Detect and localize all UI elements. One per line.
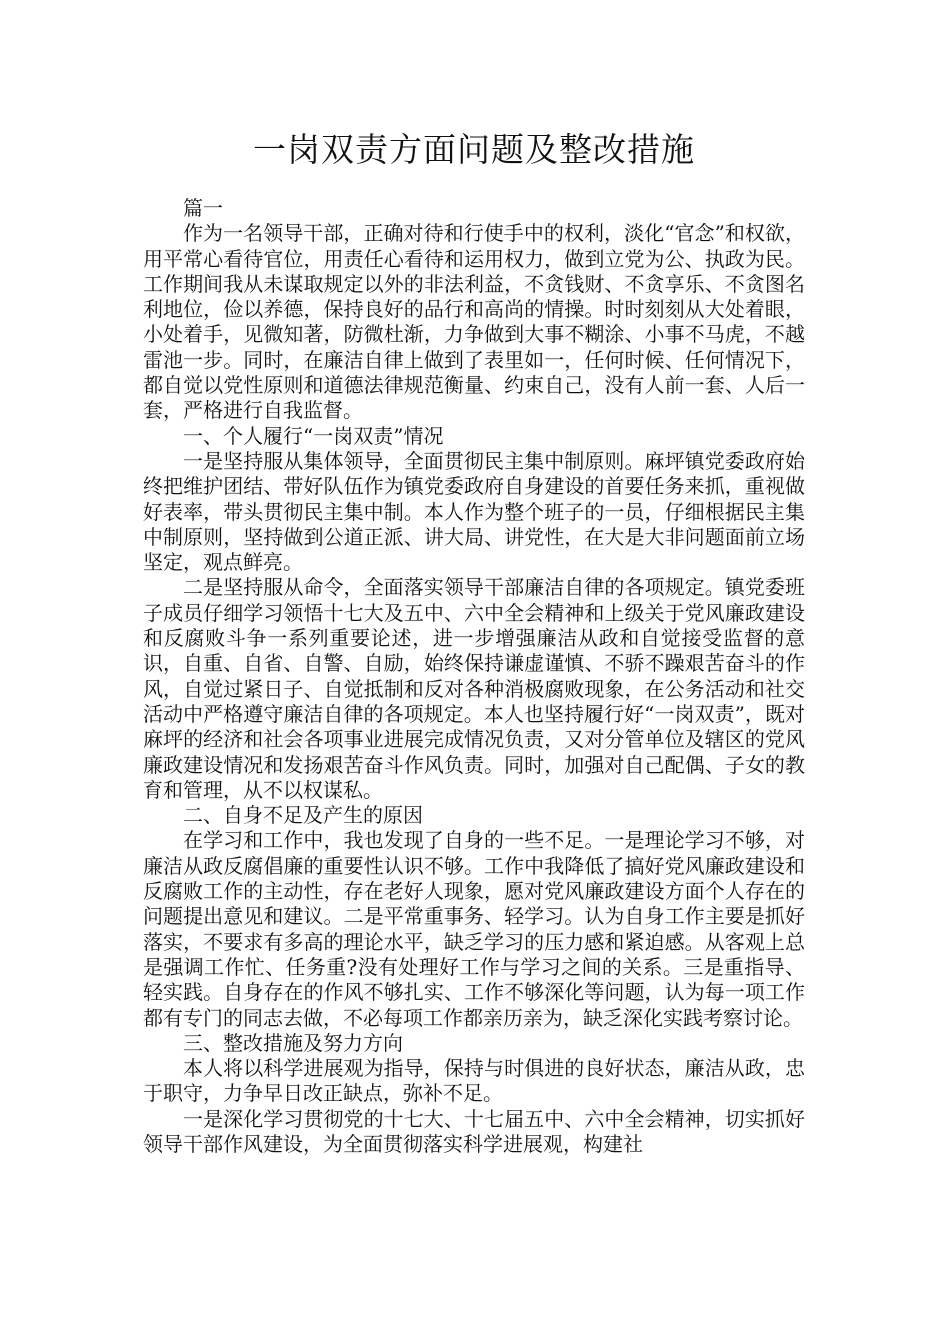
document-body <box>143 196 805 1157</box>
paragraph: 一是坚持服从集体领导，全面贯彻民主集中制原则。麻坪镇党委政府始终把维护团结、带好队伍作为镇党委政府自身建设的首要任务来抓，重视做好表率，带头贯彻民主集中制。本人作为整个班子的一员，仔细根据民主集中制原则，坚持做到公道正派、讲大局、讲党性，在大是大非问题面前立场坚定，观点鲜亮。 <box>143 448 805 575</box>
section-heading: 三、整改措施及努力方向 <box>183 1030 403 1055</box>
document-page <box>143 120 805 1157</box>
section-heading: 一、个人履行“一岗双责”情况 <box>183 423 444 448</box>
section-heading: 二、自身不足及产生的原因 <box>183 803 423 828</box>
document-title: 一岗双责方面问题及整改措施 <box>253 130 695 169</box>
paragraph: 二是坚持服从命令，全面落实领导干部廉洁自律的各项规定。镇党委班子成员仔细学习领悟十七大及五中、六中全会精神和上级关于党风廉政建设和反腐败斗争一系列重要论述，进一步增强廉洁从政和自觉接受监督的意识，自重、自省、自警、自励，始终保持谦虚谨慎、不骄不躁艰苦奋斗的作风，自觉过紧日子、自觉抵制和反对各种消极腐败现象，在公务活动和社交活动中严格遵守廉洁自律的各项规定。本人也坚持履行好“一岗双责”，既对麻坪的经济和社会各项事业进展完成情况负责，又对分管单位及辖区的党风廉政建设情况和发扬艰苦奋斗作风负责。同时，加强对自己配偶、子女的教育和管理，从不以权谋私。 <box>143 575 805 802</box>
paragraph: 作为一名领导干部，正确对待和行使手中的权利，淡化“官念”和权欲，用平常心看待官位，用责任心看待和运用权力，做到立党为公、执政为民。工作期间我从未谋取规定以外的非法利益，不贪钱财、不贪享乐、不贪图名利地位，俭以养德，保持良好的品行和高尚的情操。时时刻刻从大处着眼，小处着手，见微知著，防微杜渐，力争做到大事不糊涂、小事不马虎，不越雷池一步。同时，在廉洁自律上做到了表里如一，任何时候、任何情况下，都自觉以党性原则和道德法律规范衡量、约束自己，没有人前一套、人后一套，严格进行自我监督。 <box>143 221 805 423</box>
paragraph: 本人将以科学进展观为指导，保持与时俱进的良好状态，廉洁从政，忠于职守，力争早日改正缺点，弥补不足。 <box>143 1056 805 1106</box>
paragraph: 篇一 <box>183 196 223 220</box>
paragraph: 一是深化学习贯彻党的十七大、十七届五中、六中全会精神，切实抓好领导干部作风建设，为全面贯彻落实科学进展观，构建社 <box>143 1106 805 1156</box>
paragraph: 在学习和工作中，我也发现了自身的一些不足。一是理论学习不够，对廉洁从政反腐倡廉的重要性认识不够。工作中我降低了搞好党风廉政建设和反腐败工作的主动性，存在老好人现象，愿对党风廉政建设方面个人存在的问题提出意见和建议。二是平常重事务、轻学习。认为自身工作主要是抓好落实，不要求有多高的理论水平，缺乏学习的压力感和紧迫感。从客观上总是强调工作忙、任务重?没有处理好工作与学习之间的关系。三是重指导、轻实践。自身存在的作风不够扎实、工作不够深化等问题，认为每一项工作都有专门的同志去做，不必每项工作都亲历亲为，缺乏深化实践考察讨论。 <box>143 828 805 1030</box>
